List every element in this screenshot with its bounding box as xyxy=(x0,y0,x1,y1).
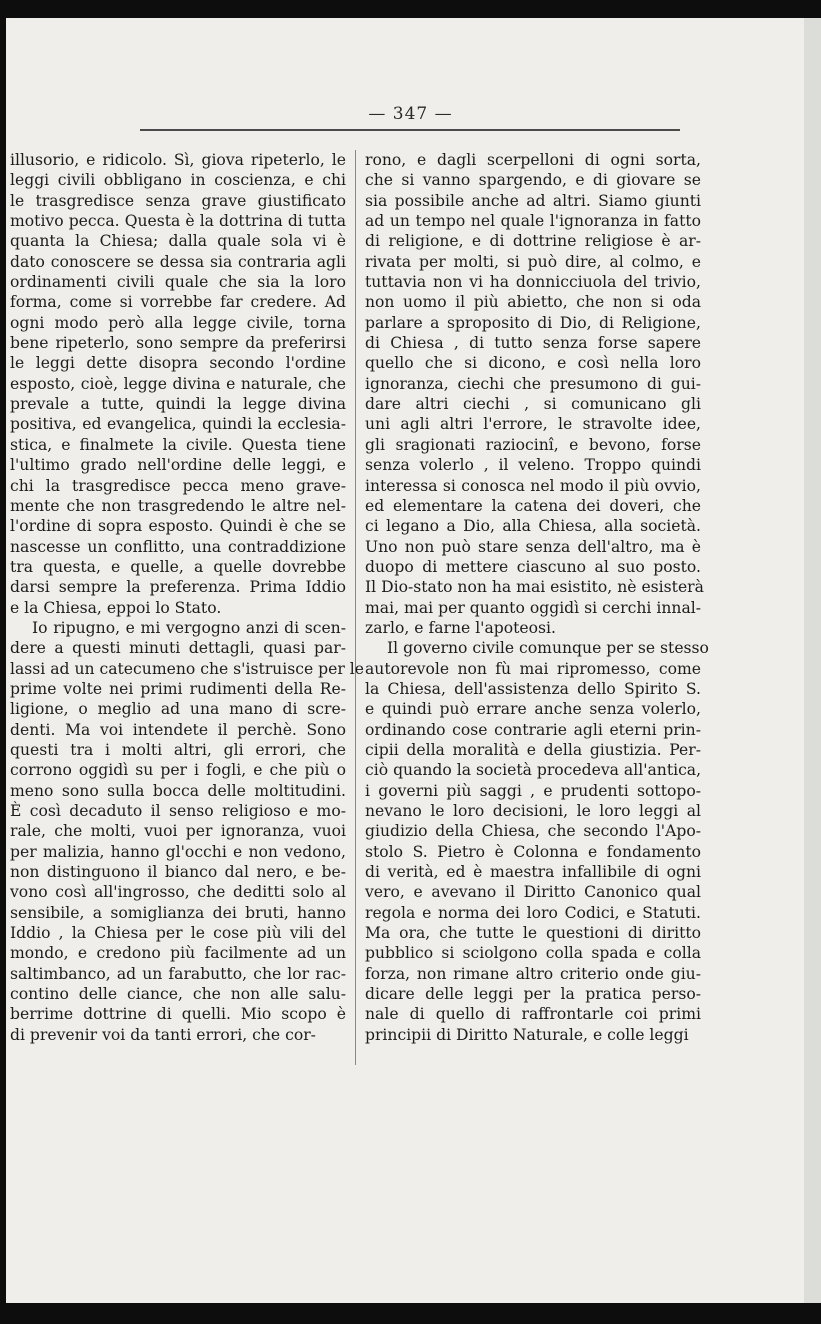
right-column xyxy=(365,150,709,1045)
text-line: le leggi dette disopra secondo l'ordine xyxy=(10,354,346,373)
text-line: quanta la Chiesa; dalla quale sola vi è xyxy=(10,232,346,251)
text-line: stica, e finalmete la civile. Questa tiene xyxy=(10,435,346,454)
text-line: È così decaduto il senso religioso e mo- xyxy=(10,802,346,820)
text-line: berrime dottrine di quelli. Mio scopo è xyxy=(10,1005,346,1024)
text-line: prevale a tutte, quindi la legge divina xyxy=(10,395,346,414)
text-line: di religione, e di dottrine religiose è ar- xyxy=(365,232,701,251)
text-line: per malizia, hanno gl'occhi e non vedono, xyxy=(10,842,346,861)
text-line: rono, e dagli scerpelloni di ogni sorta, xyxy=(365,151,701,169)
text-line: ed elementare la catena dei doveri, che xyxy=(365,496,701,515)
text-line: che si vanno spargendo, e di giovare se xyxy=(365,171,701,190)
text-line: la Chiesa, dell'assistenza dello Spirito S. xyxy=(365,679,701,698)
text-line: non distinguono il bianco dal nero, e be- xyxy=(10,863,346,882)
text-line: ignoranza, ciechi che presumono di gui- xyxy=(365,374,701,393)
text-line: cipii della moralità e della giustizia. Per- xyxy=(365,740,701,759)
text-line: parlare a sproposito di Dio, di Religione, xyxy=(365,313,701,332)
text-line: illusorio, e ridicolo. Sì, giova ripeterlo, le xyxy=(10,151,346,169)
text-line: lassi ad un catecumeno che s'istruisce per le xyxy=(10,659,364,678)
text-line: meno sono sulla bocca delle moltitudini. xyxy=(10,781,346,800)
text-line: vero, e avevano il Diritto Canonico qual xyxy=(365,883,701,902)
text-line: dere a questi minuti dettagli, quasi par- xyxy=(10,639,346,658)
text-line: bene ripeterlo, sono sempre da preferirsi xyxy=(10,334,346,353)
page-edge xyxy=(804,18,821,1324)
text-line: esposto, cioè, legge divina e naturale, che xyxy=(10,374,346,393)
text-line: ligione, o meglio ad una mano di scre- xyxy=(10,700,346,719)
text-line: stolo S. Pietro è Colonna e fondamento xyxy=(365,842,701,861)
text-line: saltimbanco, ad un farabutto, che lor rac- xyxy=(10,964,346,983)
text-line: principii di Diritto Naturale, e colle leggi xyxy=(365,1025,689,1044)
text-line: tra questa, e quelle, a quelle dovrebbe xyxy=(10,557,346,576)
text-line: forza, non rimane altro criterio onde giu- xyxy=(365,964,701,983)
page-number: — 347 — xyxy=(368,104,453,124)
text-line: Uno non può stare senza dell'altro, ma è xyxy=(365,537,701,556)
text-line: gli sragionati raziocinî, e bevono, forse xyxy=(365,435,701,454)
text-line: vono così all'ingrosso, che deditti solo al xyxy=(10,883,346,902)
text-line: autorevole non fù mai ripromesso, come xyxy=(365,659,701,678)
text-line: ciò quando la società procedeva all'antica, xyxy=(365,761,702,780)
text-line: dicare delle leggi per la pratica perso- xyxy=(365,985,701,1004)
text-line: leggi civili obbligano in coscienza, e chi xyxy=(10,171,346,190)
text-line: Ma ora, che tutte le questioni di diritto xyxy=(365,924,701,943)
header-rule xyxy=(140,129,680,131)
text-line: ordinamenti civili quale che sia la loro xyxy=(10,273,346,292)
text-line: interessa si conosca nel modo il più ovvio, xyxy=(365,476,701,495)
text-line: Iddio , la Chiesa per le cose più vili del xyxy=(10,924,346,943)
column-divider xyxy=(355,150,356,1065)
text-line: Io ripugno, e mi vergogno anzi di scen- xyxy=(32,618,346,637)
text-line: ordinando cose contrarie agli eterni prin- xyxy=(365,720,701,739)
text-line: nevano le loro decisioni, le loro leggi al xyxy=(365,802,701,820)
left-column xyxy=(10,150,364,1045)
text-line: sensibile, a somiglianza dei bruti, hanno xyxy=(10,903,346,922)
text-line: dare altri ciechi , si comunicano gli xyxy=(365,395,701,414)
text-line: questi tra i molti altri, gli errori, che xyxy=(10,740,346,759)
text-line: rivata per molti, si può dire, al colmo, e xyxy=(365,252,701,271)
text-line: di verità, ed è maestra infallibile di ogni xyxy=(365,863,701,882)
text-line: mai, mai per quanto oggidì si cerchi innal- xyxy=(365,598,701,617)
scan-border xyxy=(0,1303,821,1324)
text-line: prime volte nei primi rudimenti della Re- xyxy=(10,679,346,698)
text-line: e la Chiesa, eppoi lo Stato. xyxy=(10,598,222,617)
text-line: le trasgredisce senza grave giustificato xyxy=(10,191,346,210)
text-line: positiva, ed evangelica, quindi la ecclesia- xyxy=(10,415,346,434)
text-line: pubblico si sciolgono colla spada e colla xyxy=(365,944,701,963)
text-line: sia possibile anche ad altri. Siamo giunti xyxy=(365,191,701,210)
text-line: corrono oggidì su per i fogli, e che più o xyxy=(10,761,346,780)
text-line: quello che si dicono, e così nella loro xyxy=(365,354,701,373)
text-line: l'ordine di sopra esposto. Quindi è che se xyxy=(10,517,346,536)
text-line: rale, che molti, vuoi per ignoranza, vuoi xyxy=(10,822,346,841)
text-line: tuttavia non vi ha donnicciuola del trivio, xyxy=(365,273,701,292)
text-line: motivo pecca. Questa è la dottrina di tutta xyxy=(10,212,346,231)
text-line: regola e norma dei loro Codici, e Statuti. xyxy=(365,903,701,922)
text-line: mondo, e credono più facilmente ad un xyxy=(10,944,346,963)
text-line: Il Dio-stato non ha mai esistito, nè esisterà xyxy=(365,578,704,597)
text-line: nale di quello di raffrontarle coi primi xyxy=(365,1005,701,1024)
text-line: l'ultimo grado nell'ordine delle leggi, e xyxy=(10,456,346,475)
text-line: darsi sempre la preferenza. Prima Iddio xyxy=(10,578,346,597)
text-line: ad un tempo nel quale l'ignoranza in fatto xyxy=(365,212,701,231)
text-line: chi la trasgredisce pecca meno grave- xyxy=(10,476,346,495)
text-line: uni agli altri l'errore, le stravolte idee, xyxy=(365,415,701,434)
text-line: denti. Ma voi intendete il perchè. Sono xyxy=(10,720,346,739)
text-line: mente che non trasgredendo le altre nel- xyxy=(10,496,346,515)
text-line: di Chiesa , di tutto senza forse sapere xyxy=(365,334,701,353)
text-line: zarlo, e farne l'apoteosi. xyxy=(365,618,556,637)
text-line: duopo di mettere ciascuno al suo posto. xyxy=(365,557,701,576)
text-line: ogni modo però alla legge civile, torna xyxy=(10,313,346,332)
text-line: contino delle ciance, che non alle salu- xyxy=(10,985,346,1004)
text-line: ci legano a Dio, alla Chiesa, alla società. xyxy=(365,517,701,536)
text-line: forma, come si vorrebbe far credere. Ad xyxy=(10,293,346,312)
text-line: di prevenir voi da tanti errori, che cor- xyxy=(10,1025,316,1044)
text-line: e quindi può errare anche senza volerlo, xyxy=(365,700,701,719)
text-line: nascesse un conflitto, una contraddizione xyxy=(10,537,346,556)
text-line: senza volerlo , il veleno. Troppo quindi xyxy=(365,456,701,475)
text-line: Il governo civile comunque per se stesso xyxy=(387,639,709,658)
text-line: non uomo il più abietto, che non si oda xyxy=(365,293,701,312)
text-line: i governi più saggi , e prudenti sottopo- xyxy=(365,781,701,800)
text-line: dato conoscere se dessa sia contraria agli xyxy=(10,252,346,271)
text-line: giudizio della Chiesa, che secondo l'Apo- xyxy=(365,822,701,841)
